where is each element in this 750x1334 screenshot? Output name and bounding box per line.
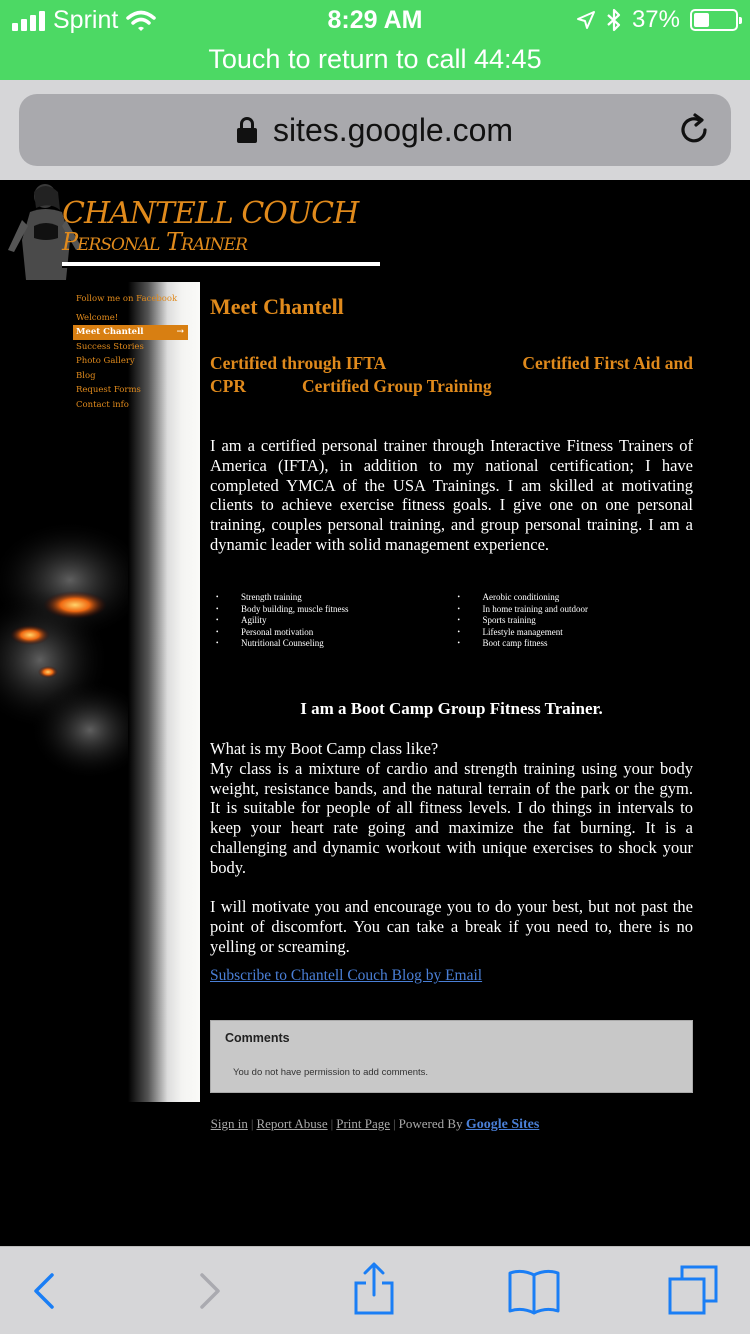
nav-photo-gallery[interactable]: Photo Gallery [76,356,135,366]
list-item: • Personal motivation [210,627,452,639]
forward-icon[interactable] [180,1261,240,1321]
battery-level-fill [694,13,709,27]
bluetooth-icon [606,8,622,32]
page-footer: Sign in | Report Abuse | Print Page | Powered By Google Sites [210,1116,540,1132]
battery-icon [690,9,738,31]
status-time: 8:29 AM [327,6,423,34]
bookmarks-icon[interactable] [504,1261,564,1321]
list-item: • Sports training [452,615,694,627]
comments-box [210,1020,693,1093]
back-icon[interactable] [14,1261,74,1321]
web-page [0,180,750,1246]
skills-list-right [452,592,694,650]
page-title: Meet Chantell [210,294,344,319]
certifications [210,352,693,398]
list-item: • Strength training [210,592,452,604]
title-divider [62,262,380,268]
intro-paragraph: I am a certified personal trainer through Interactive Fitness Trainers of America (IFTA), in addition to my national certification; I have completed YMCA of the USA Trainings. I am skilled at motivating clients to achieve exercise fitness goals. I give one on one personal training, couples personal training, and group personal training. I am a dynamic leader with solid management experience. [210,436,693,554]
google-sites-link[interactable]: Google Sites [465,1117,540,1132]
browser-chrome [0,80,750,180]
list-item: • Agility [210,615,452,627]
report-abuse-link[interactable]: Report Abuse [256,1116,328,1131]
nav-blog[interactable]: Blog [76,370,96,381]
site-subtitle: Personal Trainer [62,228,247,256]
browser-toolbar [0,1246,750,1334]
skills-list-left [210,592,452,650]
comments-title: Comments [225,1031,290,1045]
skills-lists [210,592,693,650]
cert-cpr: CPR [210,376,246,396]
list-item: • Aerobic conditioning [452,592,694,604]
motivation-paragraph: I will motivate you and encourage you to do your best, but not past the point of discomfort. You can take a break if you need to, there is no yelling or screaming. [210,897,693,956]
bootcamp-question: What is my Boot Camp class like? [210,739,439,758]
lock-icon [237,117,257,143]
status-bar [0,0,750,40]
share-icon[interactable] [344,1261,404,1321]
cert-first-aid: Certified First Aid and [522,353,693,373]
list-item: • Lifestyle management [452,627,694,639]
return-to-call-banner[interactable]: Touch to return to call 44:45 [0,40,750,80]
subscribe-link[interactable]: Subscribe to Chantell Couch Blog by Email [210,967,483,984]
bootcamp-paragraph [210,739,693,878]
list-item: • Body building, muscle fitness [210,604,452,616]
tabs-icon[interactable] [664,1261,724,1321]
cert-group-training: Certified Group Training [301,376,492,396]
nav-success-stories[interactable]: Success Stories [76,341,144,352]
reload-icon[interactable] [677,112,713,148]
location-arrow-icon [576,10,596,30]
sign-in-link[interactable]: Sign in [210,1116,248,1131]
list-item: • Nutritional Counseling [210,638,452,650]
cert-ifta: Certified through IFTA [210,353,387,373]
url-text: sites.google.com [272,111,514,148]
sidebar-nav [76,292,188,412]
nav-welcome[interactable]: Welcome! [76,312,119,323]
nav-meet-chantell[interactable]: Meet Chantell → [73,325,188,340]
bootcamp-heading: I am a Boot Camp Group Fitness Trainer. [300,699,603,718]
print-page-link[interactable]: Print Page [336,1116,391,1131]
list-item: • In home training and outdoor [452,604,694,616]
list-item: • Boot camp fitness [452,638,694,650]
nav-request-forms[interactable]: Request Forms [76,385,141,395]
powered-by-label: Powered By [398,1116,463,1131]
nav-contact-info[interactable]: Contact info [76,399,129,410]
status-right [576,6,738,34]
nav-facebook[interactable]: Follow me on Facebook [76,294,178,304]
comments-permission-note: You do not have permission to add comments. [233,1067,429,1078]
address-bar[interactable] [19,94,731,166]
battery-percent: 37% [631,6,680,33]
bootcamp-description: My class is a mixture of cardio and strength training using your body weight, resistance bands, and the natural terrain of the park or the gym. It is suitable for people of all fitness levels. I do things in intervals to keep your heart rate going and maximize the fat burning. It is a challenging and dynamic workout with unique exercises to shock your body. [210,758,693,877]
site-title: CHANTELL COUCH [62,196,359,231]
carrier-label: Sprint [53,6,119,34]
